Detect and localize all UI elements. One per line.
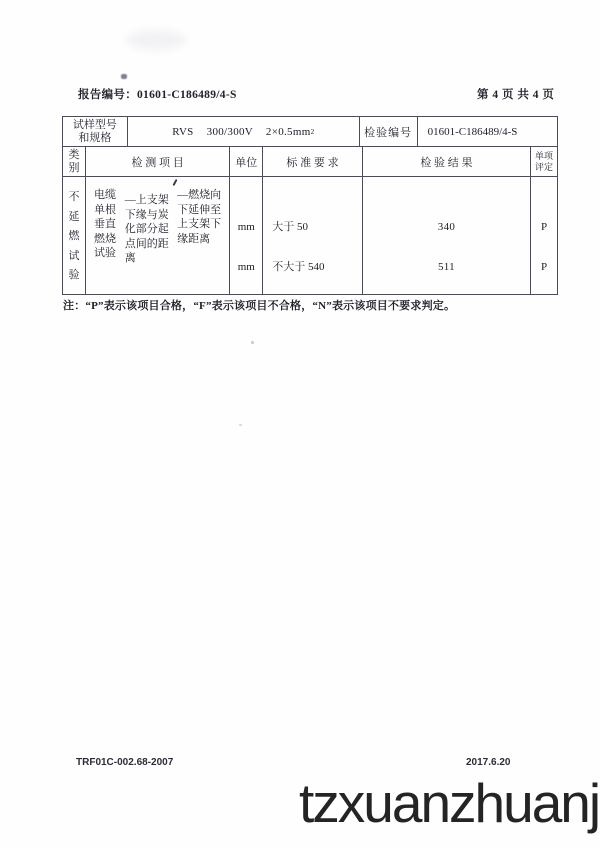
test-title: 电缆单根垂直燃烧试验 <box>93 189 116 259</box>
scan-smudge <box>126 30 186 50</box>
table-header-row <box>63 146 557 176</box>
page-indicator: 第 4 页 共 4 页 <box>477 89 555 101</box>
verdict-2: P <box>540 261 548 273</box>
sample-model-sup: 2 <box>310 127 315 136</box>
result-2: 511 <box>437 261 455 273</box>
test-items-cell <box>86 177 230 294</box>
unit-value-1: mm <box>237 221 255 233</box>
scan-speck <box>121 74 127 79</box>
inspection-no-value: 01601-C186489/4-S <box>427 125 518 138</box>
test-item-2: —燃烧向下延伸至上支架下缘距离 <box>177 189 222 245</box>
result-1: 340 <box>437 221 456 233</box>
spec-row <box>63 117 557 146</box>
watermark-text: tzxuanzhuanj <box>299 772 600 834</box>
requirement-1: 大于 50 <box>272 221 308 233</box>
requirement-2: 不大于 540 <box>272 261 325 273</box>
scan-dot <box>239 424 242 426</box>
header-unit: 单位 <box>230 147 263 176</box>
header-verdict: 单项评定 <box>535 150 554 172</box>
result-cell <box>363 177 531 294</box>
header-result: 检 验 结 果 <box>363 147 531 176</box>
table-body-row <box>63 176 557 294</box>
legend-note: 注：“P”表示该项目合格，“F”表示该项目不合格，“N”表示该项目不要求判定。 <box>63 300 456 312</box>
sample-model-value <box>128 117 360 146</box>
header-category: 类别 <box>63 147 86 176</box>
scan-dot <box>251 341 254 344</box>
verdict-1: P <box>540 221 548 233</box>
test-item-1: —上支架下缘与炭化部分起点间的距离 <box>124 194 169 264</box>
header-item: 检 测 项 目 <box>86 147 230 176</box>
footer-doc-code: TRF01C-002.68-2007 <box>76 757 174 768</box>
report-number: 报告编号：01601-C186489/4-S <box>78 89 237 101</box>
category-vertical-label: 不延燃试验 <box>63 177 86 294</box>
header-requirement: 标 准 要 求 <box>263 147 363 176</box>
unit-cell <box>230 177 263 294</box>
requirement-cell <box>263 177 363 294</box>
sample-model-label: 试样型号 和规格 <box>63 117 128 146</box>
footer-date: 2017.6.20 <box>466 757 511 768</box>
unit-value-2: mm <box>237 261 255 273</box>
sample-model-text: RVS 300/300V 2×0.5mm <box>172 125 311 138</box>
verdict-cell <box>531 177 557 294</box>
inspection-no-label: 检验编号 <box>360 117 418 146</box>
inspection-table <box>62 116 558 295</box>
